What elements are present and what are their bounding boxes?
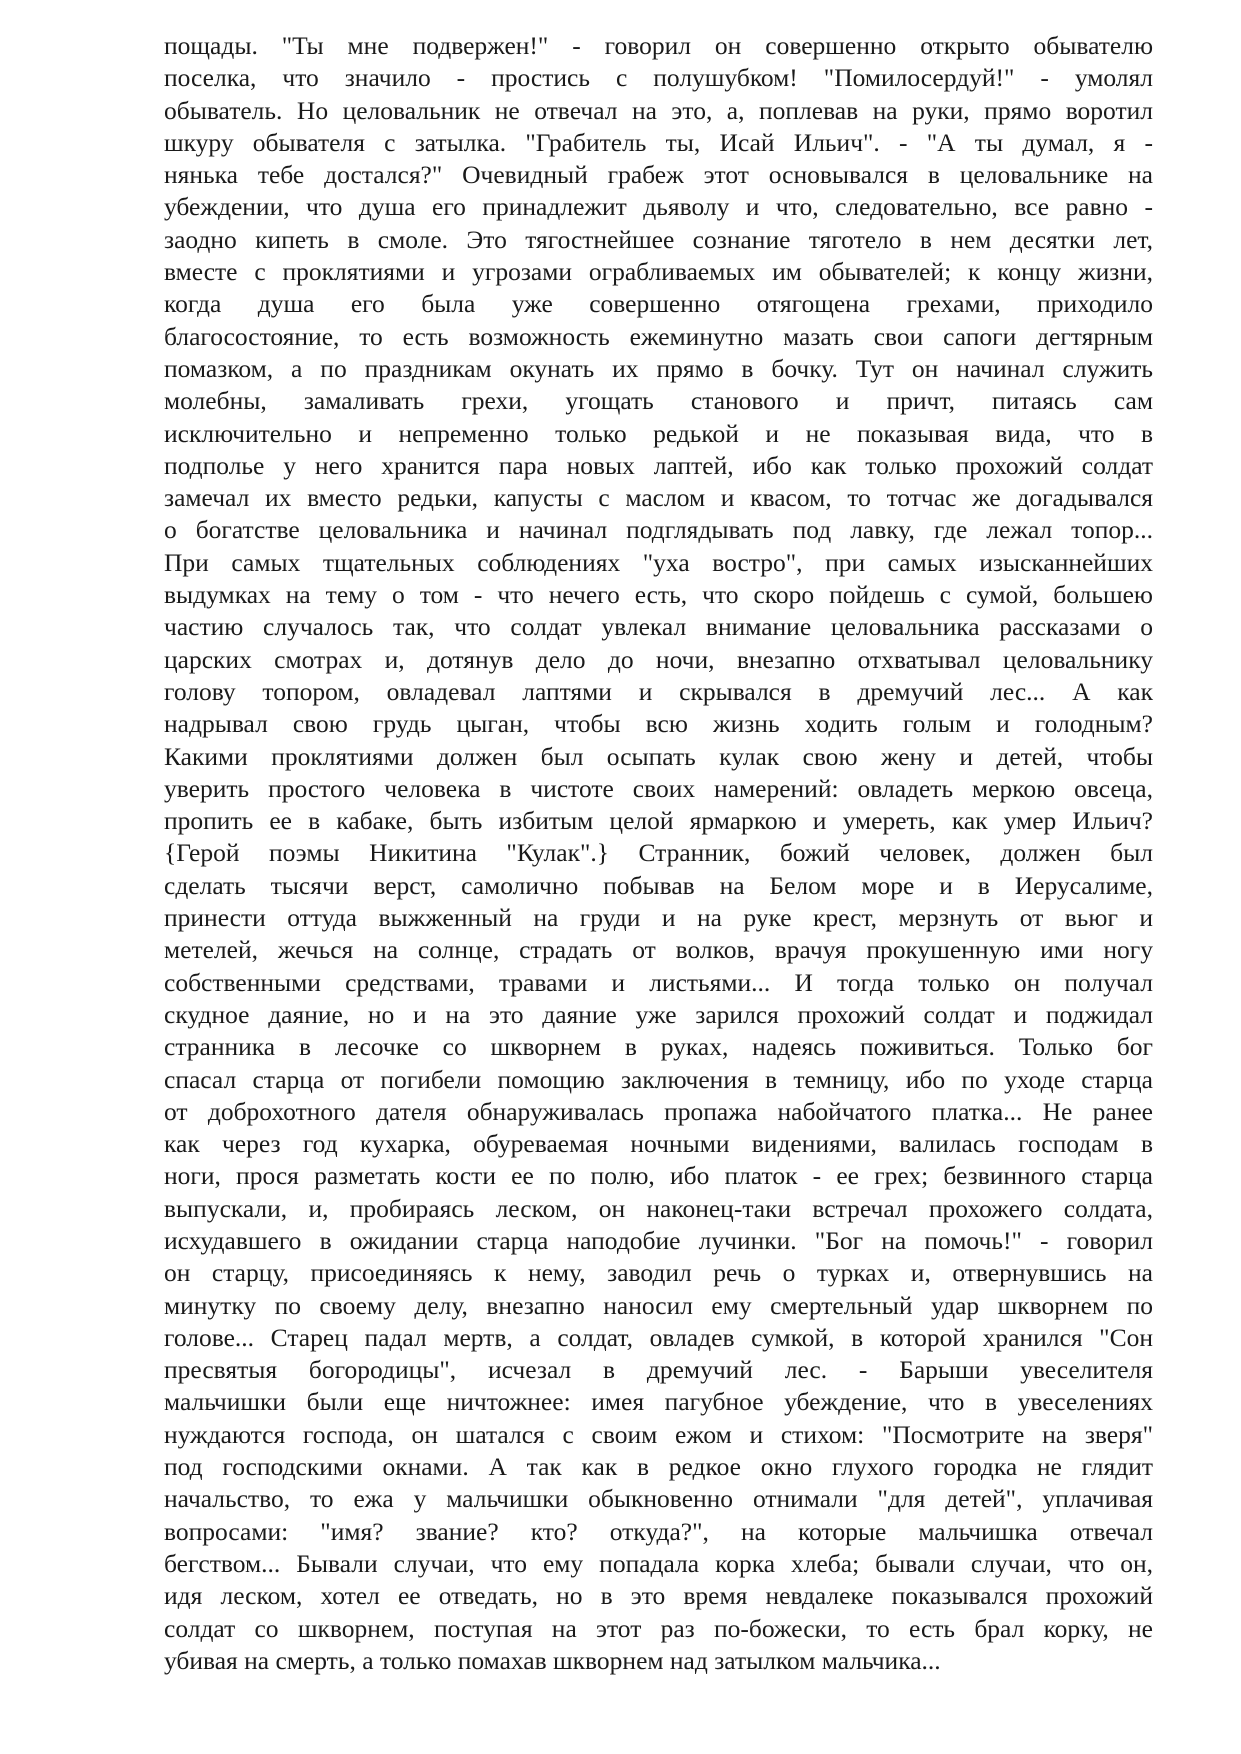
text-line: спасал старца от погибели помощию заключения в темницу, ибо по уходе старца: [164, 1064, 1153, 1094]
text-line: солдат со шкворнем, поступая на этот раз по-божески, то есть брал корку, не: [164, 1613, 1153, 1643]
text-line: пропить ее в кабаке, быть избитым целой ярмаркою и умереть, как умер Ильич?: [164, 806, 1153, 836]
text-line: собственными средствами, травами и листьями... И тогда только он получал: [164, 967, 1153, 997]
text-line: царских смотрах и, дотянув дело до ночи, внезапно отхватывал целовальнику: [164, 644, 1153, 674]
text-line: заодно кипеть в смоле. Это тягостнейшее сознание тяготело в нем десятки лет,: [164, 224, 1153, 254]
text-line: помазком, а по праздникам окунать их прямо в бочку. Тут он начинал служить: [164, 353, 1153, 383]
text-line: При самых тщательных соблюдениях "уха востро", при самых изысканнейших: [164, 547, 1153, 577]
text-line: обыватель. Но целовальник не отвечал на это, а, поплевав на руки, прямо воротил: [164, 95, 1153, 125]
text-line: выдумках на тему о том - что нечего есть, что скоро пойдешь с сумой, большею: [164, 580, 1153, 610]
text-line: замечал их вместо редьки, капусты с маслом и квасом, то тотчас же догадывался: [164, 483, 1153, 513]
text-line: нуждаются господа, он шатался с своим ежом и стихом: "Посмотрите на зверя": [164, 1419, 1153, 1449]
text-line: шкуру обывателя с затылка. "Грабитель ты, Исай Ильич". - "А ты думал, я -: [164, 127, 1153, 157]
text-line: исключительно и непременно только редькой и не показывая вида, что в: [164, 418, 1153, 448]
document-page: [164, 30, 1153, 1730]
text-line: пресвятыя богородицы", исчезал в дремучий лес. - Барыши увеселителя: [164, 1355, 1153, 1385]
text-line: надрывал свою грудь цыган, чтобы всю жизнь ходить голым и голодным?: [164, 709, 1153, 739]
text-line: идя леском, хотел ее отведать, но в это время невдалеке показывался прохожий: [164, 1581, 1153, 1611]
text-line: уверить простого человека в чистоте своих намерений: овладеть меркою овсеца,: [164, 773, 1153, 803]
text-line: под господскими окнами. А так как в редкое окно глухого городка не глядит: [164, 1452, 1153, 1482]
text-line: от доброхотного дателя обнаруживалась пропажа набойчатого платка... Не ранее: [164, 1096, 1153, 1126]
text-line: молебны, замаливать грехи, угощать станового и причт, питаясь сам: [164, 386, 1153, 416]
text-line: подполье у него хранится пара новых лаптей, ибо как только прохожий солдат: [164, 450, 1153, 480]
text-line: метелей, жечься на солнце, страдать от волков, врачуя прокушенную ими ногу: [164, 935, 1153, 965]
text-line: он старцу, присоединяясь к нему, заводил речь о турках и, отвернувшись на: [164, 1258, 1153, 1288]
text-line: поселка, что значило - простись с полушубком! "Помилосердуй!" - умолял: [164, 63, 1153, 93]
text-line: как через год кухарка, обуреваемая ночными видениями, валилась господам в: [164, 1129, 1153, 1159]
text-line: убивая на смерть, а только помахав шкворнем над затылком мальчика...: [164, 1645, 941, 1675]
text-line: принести оттуда выжженный на груди и на руке крест, мерзнуть от вьюг и: [164, 903, 1153, 933]
text-line: о богатстве целовальника и начинал подглядывать под лавку, где лежал топор...: [164, 515, 1153, 545]
text-line: убеждении, что душа его принадлежит дьяволу и что, следовательно, все равно -: [164, 192, 1153, 222]
text-line: минутку по своему делу, внезапно наносил ему смертельный удар шкворнем по: [164, 1290, 1153, 1320]
text-line: благосостояние, то есть возможность ежеминутно мазать свои сапоги дегтярным: [164, 321, 1153, 351]
text-line: частию случалось так, что солдат увлекал внимание целовальника рассказами о: [164, 612, 1153, 642]
text-line: голове... Старец падал мертв, а солдат, овладев сумкой, в которой хранился "Сон: [164, 1322, 1153, 1352]
text-line: скудное даяние, но и на это даяние уже зарился прохожий солдат и поджидал: [164, 999, 1153, 1029]
text-line: начальство, то ежа у мальчишки обыкновенно отнимали "для детей", уплачивая: [164, 1484, 1153, 1514]
text-line: {Герой поэмы Никитина "Кулак".} Странник, божий человек, должен был: [164, 838, 1153, 868]
text-line: ноги, прося разметать кости ее по полю, ибо платок - ее грех; безвинного старца: [164, 1161, 1153, 1191]
text-line: пощады. "Ты мне подвержен!" - говорил он совершенно открыто обывателю: [164, 31, 1153, 60]
text-line: мальчишки были еще ничтожнее: имея пагубное убеждение, что в увеселениях: [164, 1387, 1153, 1417]
text-line: нянька тебе достался?" Очевидный грабеж этот основывался в целовальнике на: [164, 160, 1153, 190]
text-line: бегством... Бывали случаи, что ему попадала корка хлеба; бывали случаи, что он,: [164, 1548, 1153, 1578]
text-line: Какими проклятиями должен был осыпать кулак свою жену и детей, чтобы: [164, 741, 1153, 771]
text-line: голову топором, овладевал лаптями и скрывался в дремучий лес... А как: [164, 676, 1153, 706]
text-line: вопросами: "имя? звание? кто? откуда?", на которые мальчишка отвечал: [164, 1516, 1153, 1546]
text-line: странника в лесочке со шкворнем в руках, надеясь поживиться. Только бог: [164, 1032, 1153, 1062]
text-line: когда душа его была уже совершенно отягощена грехами, приходило: [164, 289, 1153, 319]
text-line: исхудавшего в ожидании старца наподобие лучинки. "Бог на помочь!" - говорил: [164, 1225, 1153, 1255]
text-line: сделать тысячи верст, самолично побывав на Белом море и в Иерусалиме,: [164, 870, 1153, 900]
text-line: выпускали, и, пробираясь леском, он наконец-таки встречал прохожего солдата,: [164, 1193, 1153, 1223]
text-line: вместе с проклятиями и угрозами ограбливаемых им обывателей; к концу жизни,: [164, 257, 1153, 287]
